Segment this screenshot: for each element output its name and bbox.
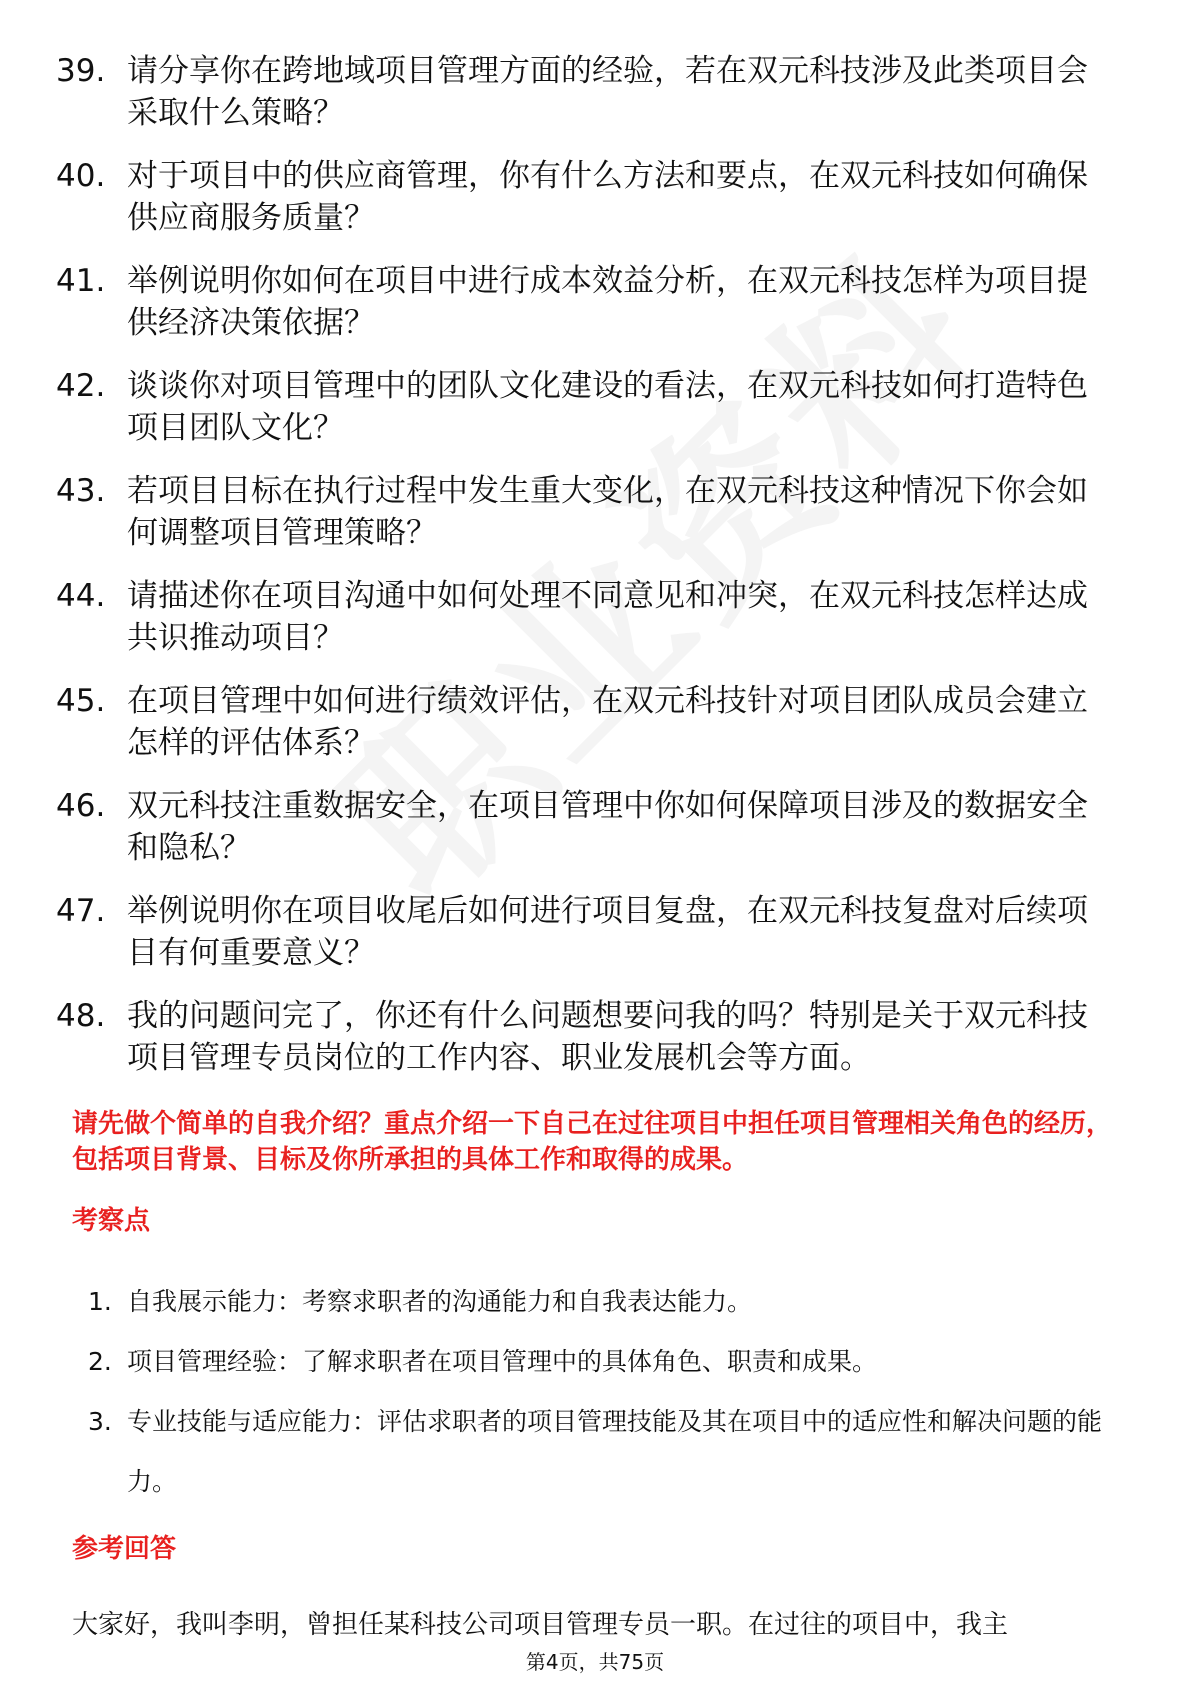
question-text: 请分享你在跨地域项目管理方面的经验，若在双元科技涉及此类项目会采取什么策略？ <box>127 53 1088 131</box>
question-item <box>0 260 1117 344</box>
question-text: 双元科技注重数据安全，在项目管理中你如何保障项目涉及的数据安全和隐私？ <box>127 788 1088 866</box>
question-item <box>0 50 1117 134</box>
exam-point-item <box>0 1332 1117 1392</box>
exam-point-text: 项目管理经验：了解求职者在项目管理中的具体角色、职责和成果。 <box>127 1347 878 1376</box>
exam-point-text: 自我展示能力：考察求职者的沟通能力和自我表达能力。 <box>127 1287 753 1316</box>
exam-points-heading: 考察点 <box>72 1206 151 1236</box>
question-number: 47. <box>56 893 106 929</box>
question-number: 44. <box>56 578 106 614</box>
question-number: 41. <box>56 263 106 299</box>
question-list <box>0 50 1190 1100</box>
reference-answer-heading: 参考回答 <box>72 1534 177 1564</box>
question-item <box>0 155 1117 239</box>
question-text: 在项目管理中如何进行绩效评估，在双元科技针对项目团队成员会建立怎样的评估体系？ <box>127 683 1088 761</box>
question-number: 42. <box>56 368 106 404</box>
question-item <box>0 470 1117 554</box>
question-text: 请描述你在项目沟通中如何处理不同意见和冲突，在双元科技怎样达成共识推动项目？ <box>127 578 1088 656</box>
question-number: 39. <box>56 53 106 89</box>
question-item <box>0 575 1117 659</box>
exam-point-item <box>0 1272 1117 1332</box>
question-text: 谈谈你对项目管理中的团队文化建设的看法，在双元科技如何打造特色项目团队文化？ <box>127 368 1088 446</box>
exam-point-item <box>0 1392 1117 1512</box>
question-item <box>0 890 1117 974</box>
question-item <box>0 995 1117 1079</box>
page-footer: 第4页，共75页 <box>525 1650 665 1674</box>
question-text: 若项目目标在执行过程中发生重大变化，在双元科技这种情况下你会如何调整项目管理策略？ <box>127 473 1088 551</box>
exam-point-number: 3. <box>88 1407 112 1436</box>
question-number: 48. <box>56 998 106 1034</box>
question-number: 43. <box>56 473 106 509</box>
question-text: 我的问题问完了，你还有什么问题想要问我的吗？特别是关于双元科技项目管理专员岗位的工作内容、职业发展机会等方面。 <box>127 998 1088 1076</box>
exam-point-number: 1. <box>88 1287 112 1316</box>
exam-points-list <box>0 1272 1190 1512</box>
question-item <box>0 365 1117 449</box>
intro-question: 请先做个简单的自我介绍？重点介绍一下自己在过往项目中担任项目管理相关角色的经历，包括项目背景、目标及你所承担的具体工作和取得的成果。 <box>72 1109 1113 1175</box>
question-text: 举例说明你在项目收尾后如何进行项目复盘，在双元科技复盘对后续项目有何重要意义？ <box>127 893 1088 971</box>
question-number: 46. <box>56 788 106 824</box>
exam-point-number: 2. <box>88 1347 112 1376</box>
question-number: 40. <box>56 158 106 194</box>
question-item <box>0 680 1117 764</box>
reference-answer-text: 大家好，我叫李明，曾担任某科技公司项目管理专员一职。在过往的项目中，我主 <box>72 1610 1009 1640</box>
exam-point-text: 专业技能与适应能力：评估求职者的项目管理技能及其在项目中的适应性和解决问题的能力。 <box>127 1407 1103 1496</box>
question-number: 45. <box>56 683 106 719</box>
question-text: 对于项目中的供应商管理，你有什么方法和要点，在双元科技如何确保供应商服务质量？ <box>127 158 1088 236</box>
question-item <box>0 785 1117 869</box>
question-text: 举例说明你如何在项目中进行成本效益分析，在双元科技怎样为项目提供经济决策依据？ <box>127 263 1088 341</box>
